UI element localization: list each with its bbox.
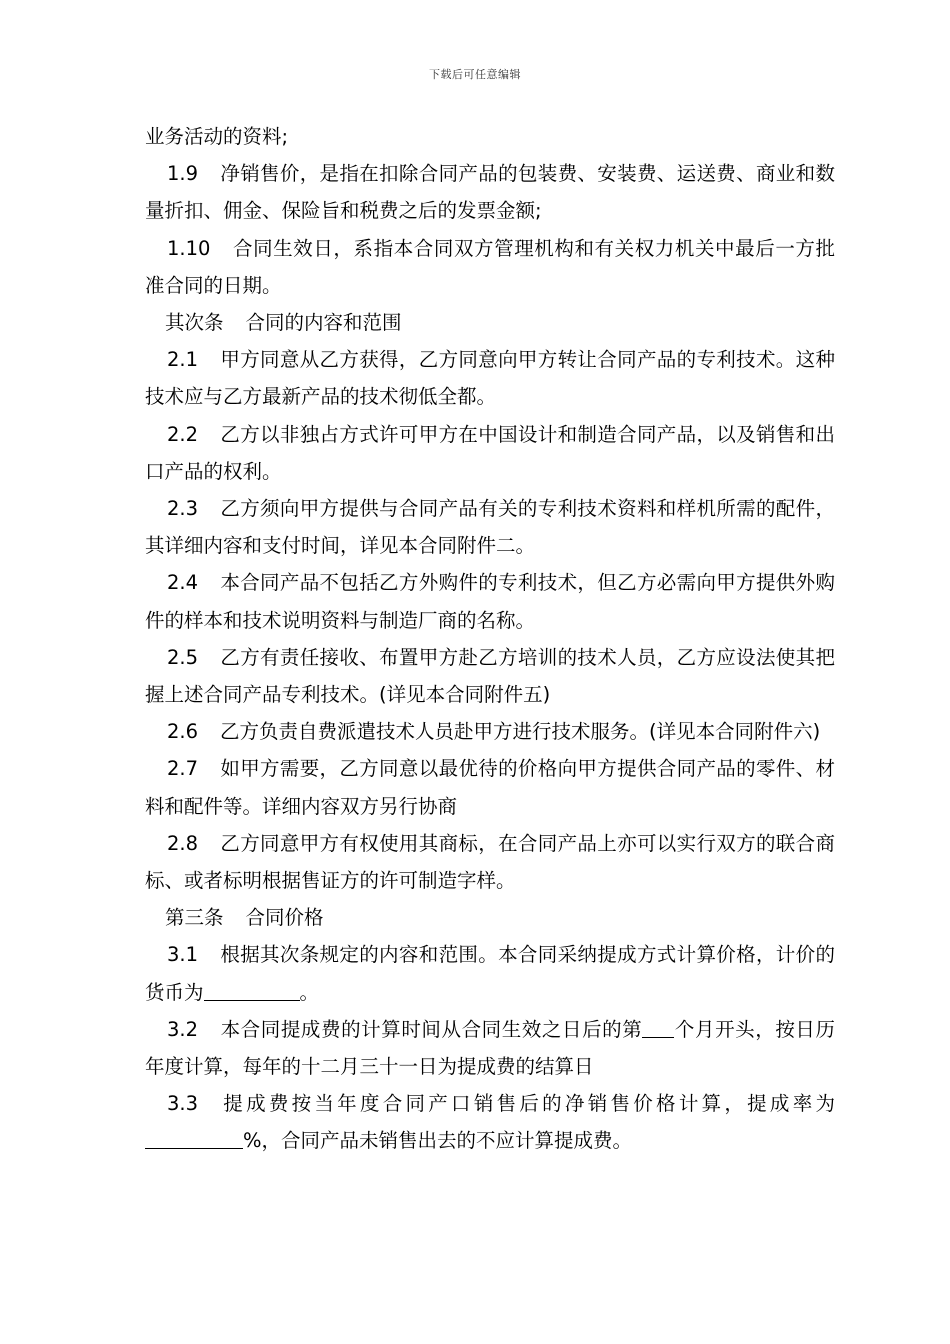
article-number: 第三条 <box>165 906 224 930</box>
clause-number: 2.8 <box>167 831 199 855</box>
clause-number: 3.3 <box>167 1092 199 1116</box>
clause-text-end: %，合同产品未销售出去的不应计算提成费。 <box>243 1129 633 1153</box>
clause-text-end: 。 <box>299 980 320 1004</box>
clause-number: 2.6 <box>167 720 199 744</box>
article-title: 合同价格 <box>245 906 324 930</box>
document-body <box>145 118 835 1160</box>
clause-number: 3.2 <box>167 1017 199 1041</box>
clause-1-10 <box>145 230 835 304</box>
clause-text: 乙方有责任接收、布置甲方赴乙方培训的技术人员，乙方应设法使其把握上述合同产品专利技术。(详见本合同附件五) <box>145 645 835 707</box>
month-blank-field[interactable] <box>642 1015 674 1038</box>
clause-number: 2.5 <box>167 645 199 669</box>
clause-number: 1.9 <box>167 162 199 186</box>
clause-2-4 <box>145 564 835 638</box>
clause-text: 如甲方需要，乙方同意以最优待的价格向甲方提供合同产品的零件、材料和配件等。详细内容双方另行协商 <box>145 757 835 818</box>
clause-2-5 <box>145 639 835 713</box>
currency-blank-field[interactable] <box>204 978 300 1001</box>
clause-2-1 <box>145 341 835 415</box>
clause-number: 2.4 <box>167 571 199 595</box>
clause-2-3 <box>145 490 835 564</box>
clause-text-end: 个月开头，按日历年度计算，每年的十二月三十一日为提成费的结算日 <box>145 1017 835 1079</box>
clause-2-2 <box>145 416 835 490</box>
clause-text: 净销售价，是指在扣除合同产品的包装费、安装费、运送费、商业和数量折扣、佣金、保险旨和税费之后的发票金额; <box>145 162 835 223</box>
clause-3-1 <box>145 936 835 1010</box>
clause-2-8 <box>145 825 835 899</box>
article-number: 其次条 <box>165 311 224 335</box>
clause-text: 甲方同意从乙方获得，乙方同意向甲方转让合同产品的专利技术。这种技术应与乙方最新产品的技术彻低全都。 <box>145 348 835 409</box>
page-header: 下载后可任意编辑 <box>429 68 521 81</box>
clause-text: 根据其次条规定的内容和范围。本合同采纳提成方式计算价格，计价的货币为 <box>145 943 835 1004</box>
clause-text: 乙方负责自费派遣技术人员赴甲方进行技术服务。(详见本合同附件六) <box>220 720 821 744</box>
clause-text: 乙方同意甲方有权使用其商标，在合同产品上亦可以实行双方的联合商标、或者标明根据售证方的许可制造字样。 <box>145 831 835 893</box>
rate-blank-field[interactable] <box>145 1126 243 1149</box>
clause-3-2 <box>145 1011 835 1085</box>
clause-text: 乙方以非独占方式许可甲方在中国设计和制造合同产品，以及销售和出口产品的权利。 <box>145 422 835 483</box>
clause-1-9 <box>145 155 835 229</box>
paragraph-text: 业务活动的资料; <box>145 125 289 148</box>
clause-2-6 <box>145 713 835 750</box>
paragraph <box>145 118 835 155</box>
clause-3-3 <box>145 1085 835 1159</box>
clause-number: 2.7 <box>167 757 199 781</box>
article-2-heading <box>145 304 835 341</box>
clause-text: 乙方须向甲方提供与合同产品有关的专利技术资料和样机所需的配件，其详细内容和支付时间，详见本合同附件二。 <box>145 497 835 558</box>
article-3-heading <box>145 899 835 936</box>
clause-2-7 <box>145 750 835 824</box>
clause-text: 提成费按当年度合同产口销售后的净销售价格计算，提成率为 <box>220 1092 835 1116</box>
clause-number: 3.1 <box>167 943 199 967</box>
clause-number: 1.10 <box>167 236 211 260</box>
clause-text: 合同生效日，系指本合同双方管理机构和有关权力机关中最后一方批准合同的日期。 <box>145 236 835 297</box>
clause-number: 2.1 <box>167 348 199 372</box>
article-title: 合同的内容和范围 <box>245 311 402 335</box>
clause-text: 本合同提成费的计算时间从合同生效之日后的第 <box>220 1017 643 1041</box>
clause-number: 2.3 <box>167 497 199 521</box>
clause-text: 本合同产品不包括乙方外购件的专利技术，但乙方必需向甲方提供外购件的样本和技术说明资料与制造厂商的名称。 <box>145 571 835 632</box>
clause-number: 2.2 <box>167 422 199 446</box>
